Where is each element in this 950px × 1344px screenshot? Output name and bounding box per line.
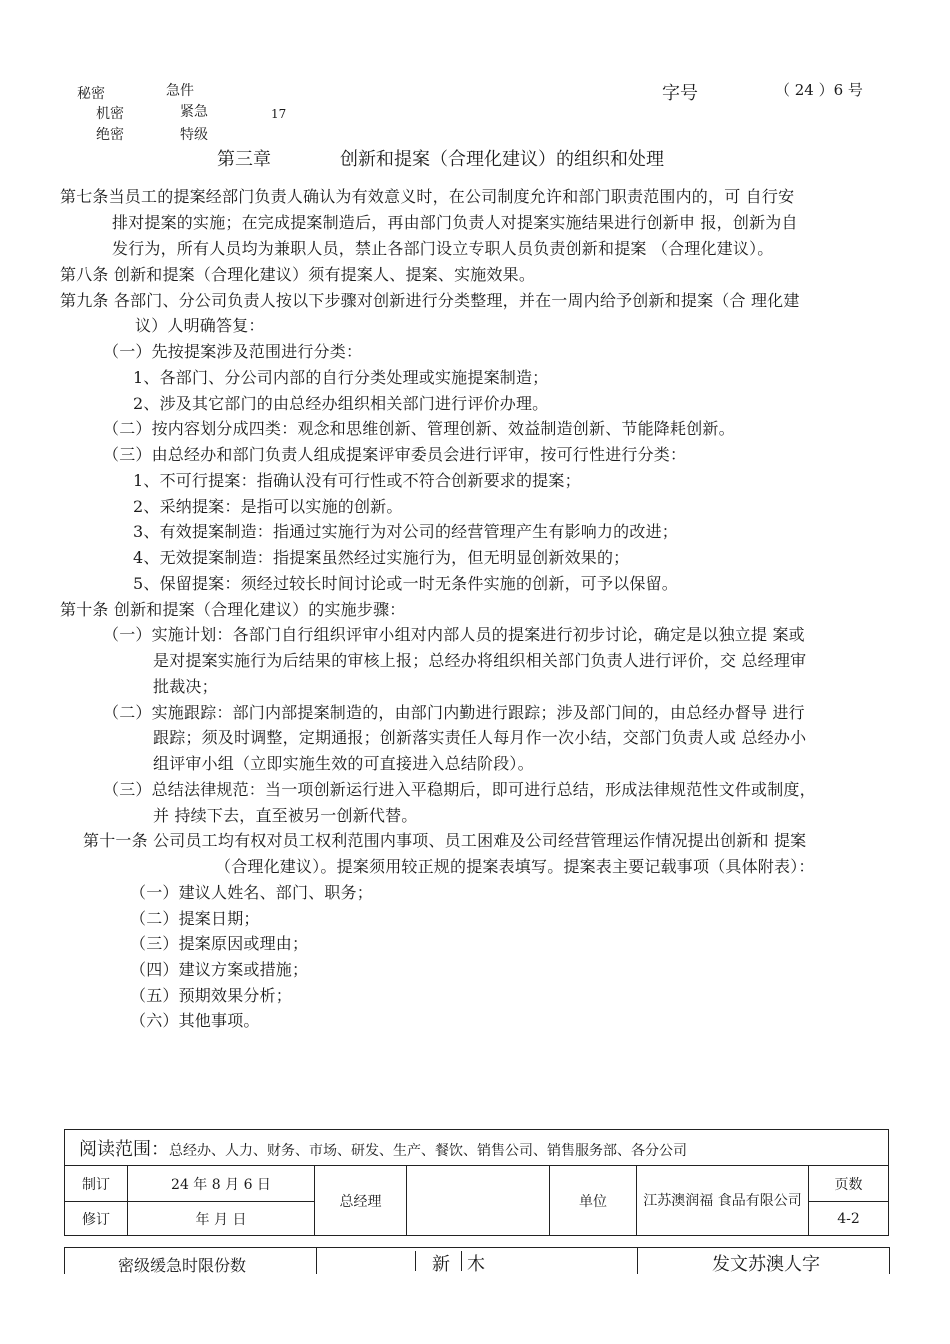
pages-label: 页数 — [809, 1166, 889, 1202]
article-11-line-1: 第十一条 公司员工均有权对员工权利范围内事项、员工困难及公司经营管理运作情况提出创新和 提案 — [83, 831, 807, 850]
item-9-3-e: 5、保留提案：须经过较长时间讨论或一时无条件实施的创新，可予以保留。 — [133, 574, 678, 593]
secrecy-top-secret: 绝密 — [96, 127, 124, 143]
item-9-1: （一）先按提案涉及范围进行分类： — [103, 342, 363, 361]
bottom-divider-3 — [461, 1251, 462, 1271]
urgency-urgent: 急件 — [166, 83, 194, 99]
item-9-3-c: 3、有效提案制造：指通过实施行为对公司的经营管理产生有影响力的改进； — [133, 522, 678, 541]
bottom-mid-text-2: 木 — [467, 1254, 485, 1275]
item-9-1-a: 1、各部门、分公司内部的自行分类处理或实施提案制造； — [133, 368, 549, 387]
item-10-1-line-3: 批裁决； — [153, 677, 218, 696]
article-7-line-3: 发行为，所有人员均为兼职人员，禁止各部门设立专职人员负责创新和提案 （合理化建议）。 — [112, 239, 774, 258]
article-9-line-1: 第九条 各部门、分公司负责人按以下步骤对创新进行分类整理，并在一周内给予创新和提案（合 理化建 — [60, 291, 800, 310]
bottom-right-text: 发文苏澳人字 — [712, 1254, 820, 1275]
drafted-date: 24 年 8 月 6 日 — [128, 1166, 315, 1202]
item-11-6: （六）其他事项。 — [130, 1011, 260, 1030]
pages-value: 4-2 — [809, 1202, 889, 1236]
item-11-2: （二）提案日期； — [130, 909, 260, 928]
header-number: 17 — [271, 107, 287, 121]
item-10-3-line-2: 并 持续下去，直至被另一创新代替。 — [153, 806, 418, 825]
item-9-3-d: 4、无效提案制造：指提案虽然经过实施行为，但无明显创新效果的； — [133, 548, 630, 567]
item-10-3-line-1: （三）总结法律规范：当一项创新运行进入平稳期后，即可进行总结，形成法律规范性文件或制度， — [103, 780, 816, 799]
bottom-divider-4 — [637, 1248, 638, 1274]
article-8: 第八条 创新和提案（合理化建议）须有提案人、提案、实施效果。 — [60, 265, 536, 284]
reading-scope-cell — [65, 1130, 889, 1166]
revised-label: 修订 — [65, 1202, 128, 1236]
item-11-4: （四）建议方案或措施； — [130, 960, 309, 979]
urgency-emergency: 紧急 — [180, 104, 208, 120]
item-10-1-line-2: 是对提案实施行为后结果的审核上报；总经办将组织相关部门负责人进行评价，交 总经理审 — [153, 651, 807, 670]
zihao-value: （ 24 ）6 号 — [775, 81, 863, 99]
secrecy-confidential: 机密 — [96, 106, 124, 122]
item-9-3-b: 2、采纳提案：是指可以实施的创新。 — [133, 497, 403, 516]
article-11-line-2: （合理化建议）。提案须用较正规的提案表填写。提案表主要记载事项（具体附表）： — [215, 857, 815, 876]
item-10-2-line-3: 组评审小组（立即实施生效的可直接进入总结阶段）。 — [153, 754, 534, 773]
item-9-2: （二）按内容划分成四类：观念和思维创新、管理创新、效益制造创新、节能降耗创新。 — [103, 419, 735, 438]
article-10: 第十条 创新和提案（合理化建议）的实施步骤： — [60, 600, 406, 619]
article-9-line-2: 议）人明确答复： — [135, 316, 265, 335]
reading-scope-label: 阅读范围： — [79, 1138, 169, 1160]
item-9-3-a: 1、不可行提案：指确认没有可行性或不符合创新要求的提案； — [133, 471, 581, 490]
company-name: 江苏澳润福 食品有限公司 — [637, 1166, 809, 1236]
item-11-1: （一）建议人姓名、部门、职务； — [130, 883, 374, 902]
item-11-5: （五）预期效果分析； — [130, 986, 293, 1005]
footer-table — [64, 1129, 889, 1236]
unit-label: 单位 — [550, 1166, 637, 1236]
item-9-1-b: 2、涉及其它部门的由总经办组织相关部门进行评价办理。 — [133, 394, 549, 413]
reading-scope-value: 总经办、人力、财务、市场、研发、生产、餐饮、销售公司、销售服务部、各分公司 — [169, 1142, 687, 1159]
item-10-1-line-1: （一）实施计划：各部门自行组织评审小组对内部人员的提案进行初步讨论，确定是以独立提 案或 — [103, 625, 805, 644]
bottom-mid-text-1: 新 — [432, 1254, 450, 1275]
item-9-3: （三）由总经办和部门负责人组成提案评审委员会进行评审，按可行性进行分类： — [103, 445, 687, 464]
general-manager-label: 总经理 — [315, 1166, 407, 1236]
bottom-divider-2 — [415, 1251, 416, 1271]
article-7-line-2: 排对提案的实施；在完成提案制造后，再由部门负责人对提案实施结果进行创新申 报，创新为自 — [112, 213, 798, 232]
chapter-label: 第三章 — [217, 149, 271, 170]
urgency-special: 特级 — [180, 127, 208, 143]
revised-date: 年 月 日 — [128, 1202, 315, 1236]
item-10-2-line-2: 跟踪；须及时调整，定期通报；创新落实责任人每月作一次小结，交部门负责人或 总经办小 — [153, 728, 807, 747]
bottom-left-text: 密级缓急时限份数 — [118, 1256, 247, 1275]
drafted-label: 制订 — [65, 1166, 128, 1202]
bottom-partial-row — [64, 1247, 890, 1274]
chapter-title: 创新和提案（合理化建议）的组织和处理 — [340, 149, 664, 170]
item-10-2-line-1: （二）实施跟踪：部门内部提案制造的，由部门内勤进行跟踪；涉及部门间的，由总经办督导 进行 — [103, 703, 805, 722]
article-7-line-1: 第七条当员工的提案经部门负责人确认为有效意义时，在公司制度允许和部门职责范围内的，可 自行安 — [60, 187, 795, 206]
general-manager-value — [407, 1166, 550, 1236]
secrecy-secret: 秘密 — [77, 86, 105, 102]
item-11-3: （三）提案原因或理由； — [130, 934, 309, 953]
zihao-label: 字号 — [662, 83, 698, 104]
bottom-divider-1 — [316, 1248, 317, 1274]
